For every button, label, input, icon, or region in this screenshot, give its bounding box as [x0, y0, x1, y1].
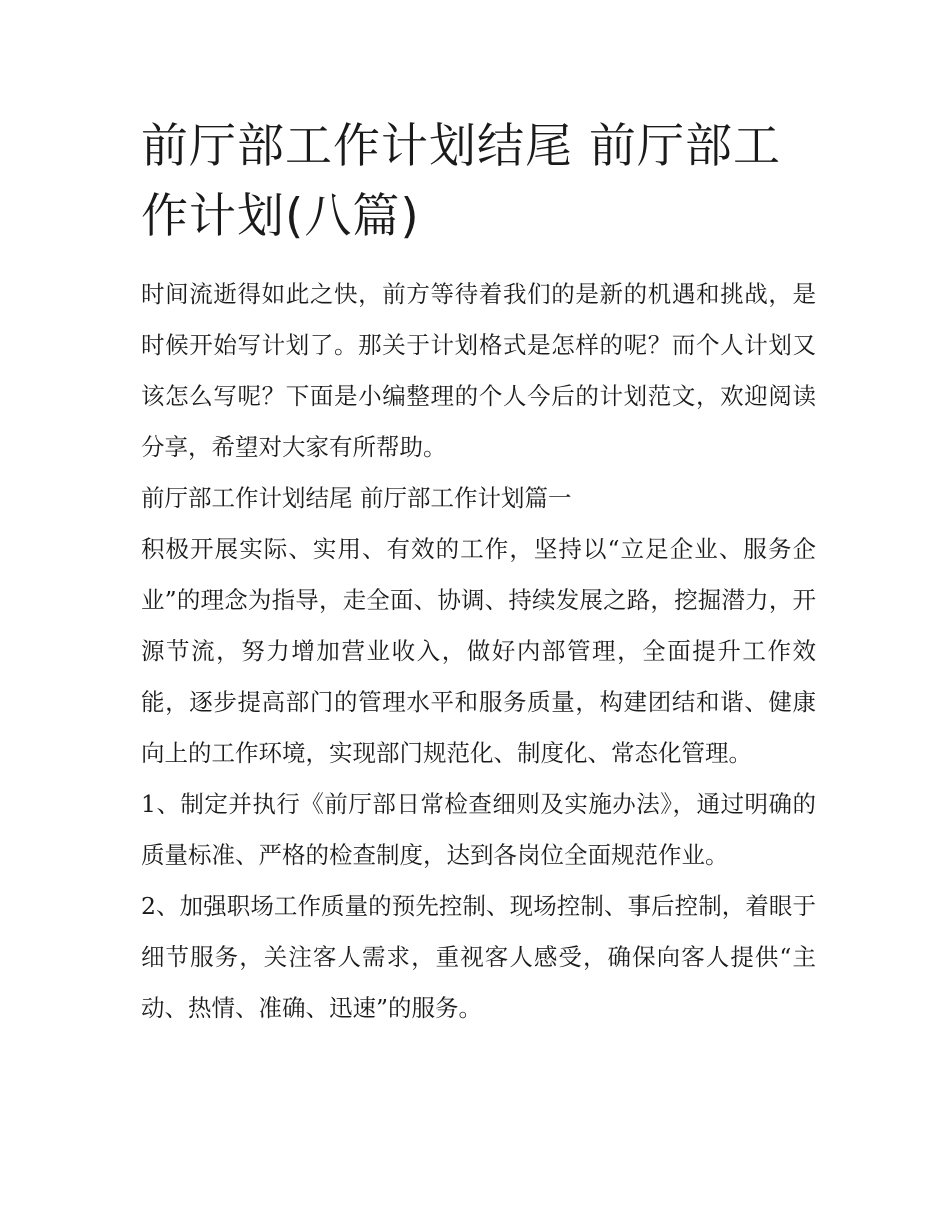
document-title: 前厅部工作计划结尾 前厅部工作计划(八篇)	[141, 119, 781, 244]
list-item-1: 1、制定并执行《前厅部日常检查细则及实施办法》，通过明确的质量标准、严格的检查制度，达到各岗位全面规范作业。	[141, 790, 816, 869]
list-item-2: 2、加强职场工作质量的预先控制、现场控制、事后控制，着眼于细节服务，关注客人需求，重视客人感受，确保向客人提供“主动、热情、准确、迅速”的服务。	[141, 892, 816, 1022]
section-heading: 前厅部工作计划结尾 前厅部工作计划篇一	[141, 484, 572, 512]
body-paragraph: 积极开展实际、实用、有效的工作，坚持以“立足企业、服务企业”的理念为指导，走全面、协调、持续发展之路，挖掘潜力，开源节流，努力增加营业收入，做好内部管理，全面提升工作效能，逐步提高部门的管理水平和服务质量，构建团结和谐、健康向上的工作环境，实现部门规范化、制度化、常态化管理。	[141, 535, 816, 767]
document-content	[141, 112, 816, 1034]
intro-paragraph: 时间流逝得如此之快，前方等待着我们的是新的机遇和挑战，是时候开始写计划了。那关于计划格式是怎样的呢？而个人计划又该怎么写呢？下面是小编整理的个人今后的计划范文，欢迎阅读分享，希望对大家有所帮助。	[141, 280, 816, 461]
